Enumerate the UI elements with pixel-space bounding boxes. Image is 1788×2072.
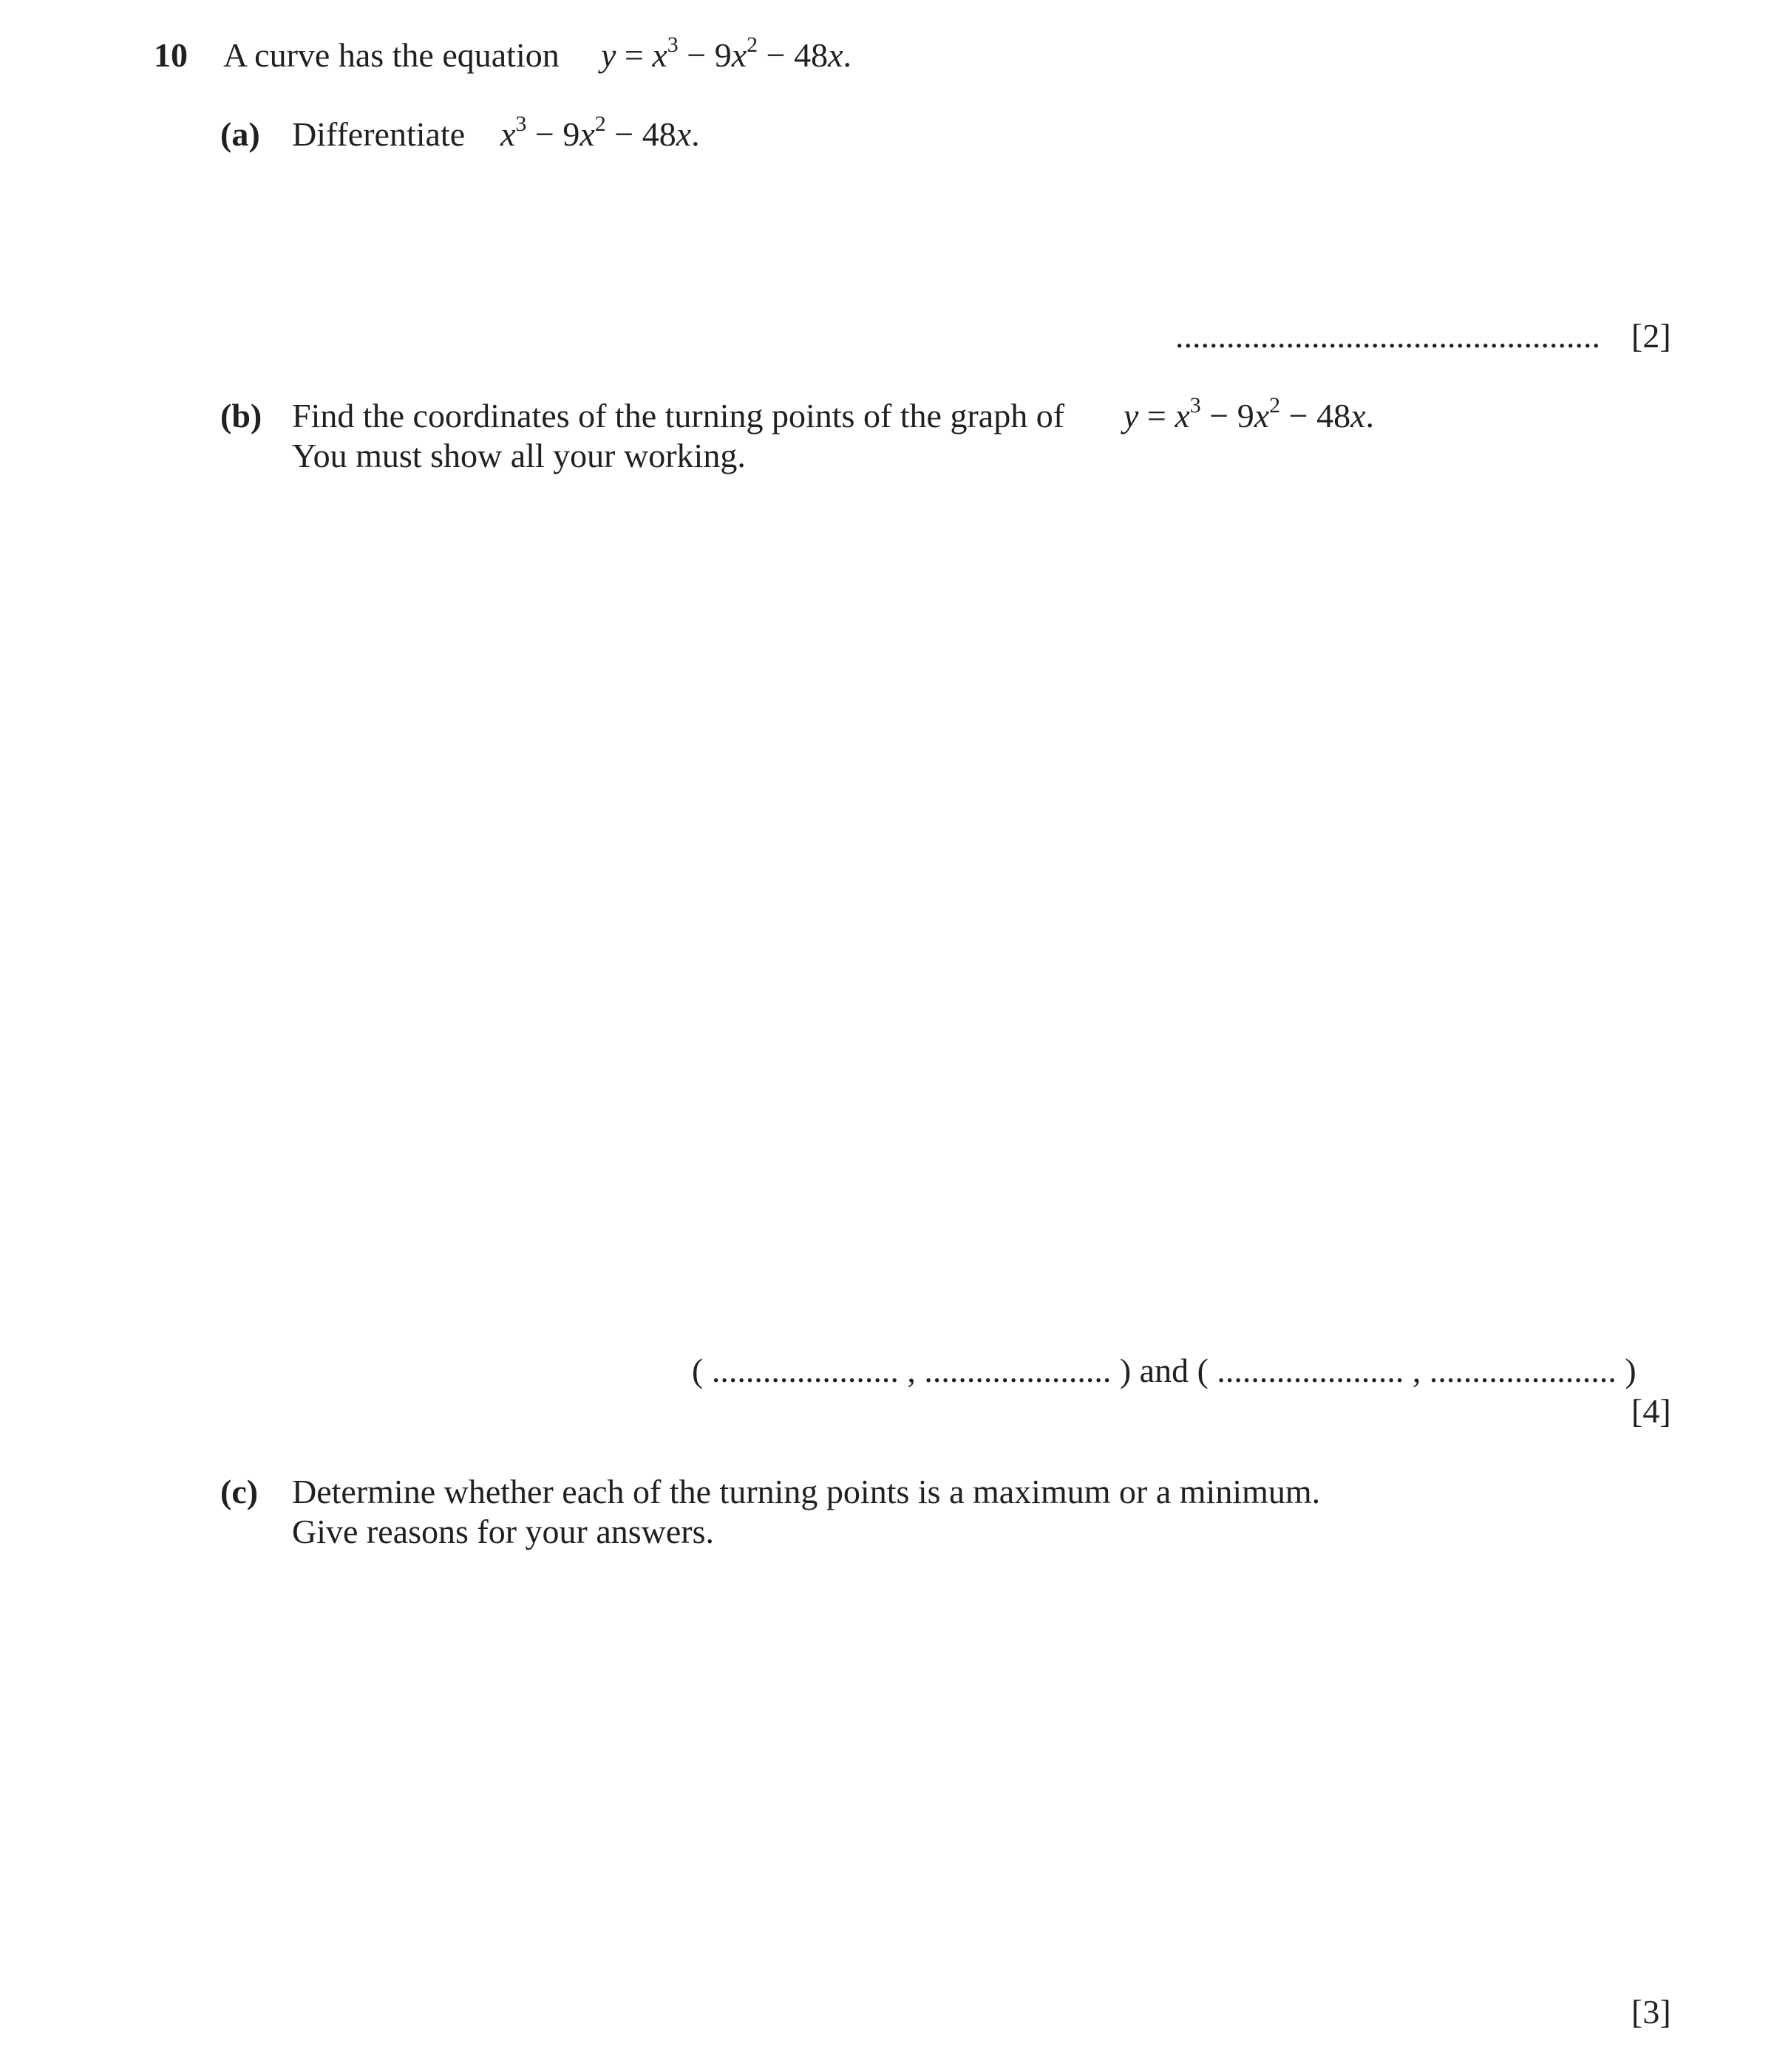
b-end: . xyxy=(1365,397,1375,434)
eq-op1: − 9 xyxy=(678,36,732,74)
b-op2: − 48 xyxy=(1280,397,1351,434)
part-a-marks: [2] xyxy=(1631,317,1671,355)
part-a-label: (a) xyxy=(220,115,260,153)
answer-comma-1: , xyxy=(907,1352,916,1389)
a-term2: x xyxy=(579,115,595,153)
eq-equals: = xyxy=(616,36,653,74)
answer-blank-x2[interactable]: ...................... xyxy=(1217,1352,1404,1389)
question-number: 10 xyxy=(154,36,188,74)
a-op2: − 48 xyxy=(605,115,676,153)
b-equals: = xyxy=(1138,397,1175,434)
answer-close-paren-1: ) xyxy=(1119,1352,1132,1389)
eq-lhs: y xyxy=(601,36,616,74)
b-term1: x xyxy=(1175,397,1190,434)
part-b-text-line2: You must show all your working. xyxy=(292,437,746,474)
b-term2-exp: 2 xyxy=(1269,392,1281,418)
eq-term2: x xyxy=(731,36,747,74)
part-c-text-line1: Determine whether each of the turning points is a maximum or a minimum. xyxy=(292,1473,1321,1510)
answer-open-paren-2: ( xyxy=(1197,1352,1209,1389)
answer-open-paren-1: ( xyxy=(692,1352,704,1389)
eq-end: . xyxy=(843,36,852,74)
part-b-text-line1: Find the coordinates of the turning points of the graph of xyxy=(292,397,1065,434)
eq-term1-exp: 3 xyxy=(667,32,679,57)
part-b-expression xyxy=(1124,392,1375,436)
b-term2: x xyxy=(1254,397,1270,434)
b-op1: − 9 xyxy=(1200,397,1254,434)
answer-blank-x1[interactable]: ...................... xyxy=(711,1352,899,1389)
part-b-label: (b) xyxy=(220,397,262,434)
a-op1: − 9 xyxy=(526,115,580,153)
answer-and: and xyxy=(1139,1352,1189,1389)
question-equation xyxy=(601,32,852,75)
eq-term2-exp: 2 xyxy=(747,32,758,57)
a-term2-exp: 2 xyxy=(594,111,606,136)
eq-term1: x xyxy=(652,36,667,74)
part-b-marks: [4] xyxy=(1631,1392,1671,1430)
answer-blank-y1[interactable]: ...................... xyxy=(924,1352,1112,1389)
a-term1: x xyxy=(500,115,516,153)
answer-blank-y2[interactable]: ...................... xyxy=(1429,1352,1617,1389)
a-term1-exp: 3 xyxy=(515,111,527,136)
b-lhs: y xyxy=(1124,397,1139,434)
answer-comma-2: , xyxy=(1412,1352,1421,1389)
b-term3: x xyxy=(1350,397,1366,434)
b-term1-exp: 3 xyxy=(1189,392,1201,418)
part-c-marks: [3] xyxy=(1631,1993,1671,2031)
part-a-answer-line[interactable]: .................................................. xyxy=(1175,317,1600,355)
a-term3: x xyxy=(676,115,692,153)
part-c-label: (c) xyxy=(220,1473,259,1510)
part-c-text-line2: Give reasons for your answers. xyxy=(292,1513,715,1550)
eq-term3: x xyxy=(828,36,843,74)
part-a-expression xyxy=(500,111,700,154)
a-end: . xyxy=(691,115,700,153)
part-b-answer xyxy=(692,1351,1636,1391)
eq-op2: − 48 xyxy=(758,36,829,74)
question-stem: A curve has the equation xyxy=(223,36,560,74)
part-a-text: Differentiate xyxy=(292,115,466,153)
answer-close-paren-2: ) xyxy=(1625,1352,1636,1389)
